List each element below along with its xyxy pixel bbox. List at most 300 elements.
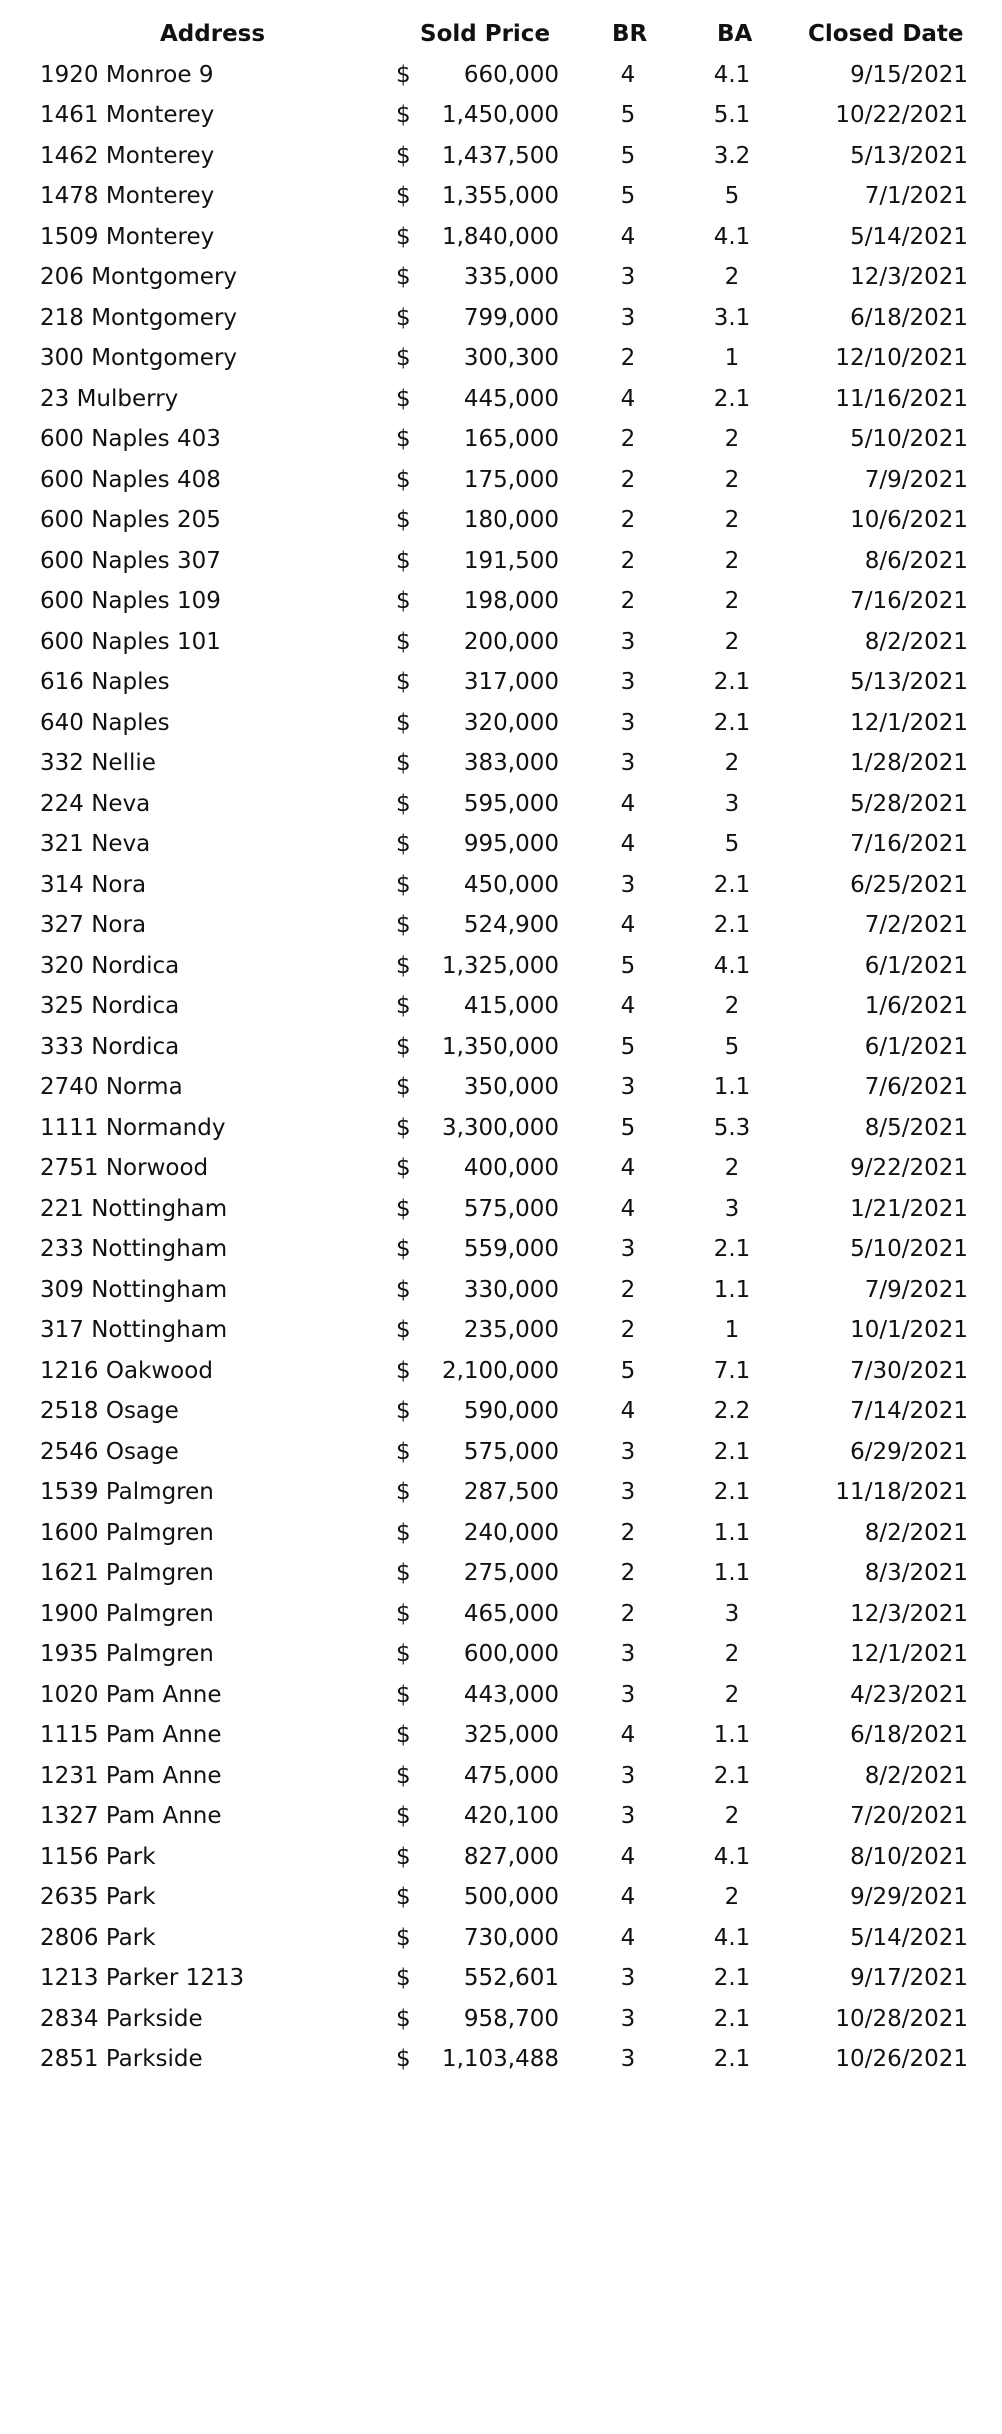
address-cell: 1509 Monterey <box>40 223 215 250</box>
ba-cell: 2 <box>724 750 740 776</box>
table-row <box>0 217 1002 258</box>
currency-symbol: $ <box>396 223 411 250</box>
ba-cell: 2.1 <box>713 1236 751 1262</box>
address-cell: 2834 Parkside <box>40 2005 203 2032</box>
currency-symbol: $ <box>396 1965 411 1991</box>
table-row <box>0 743 1002 784</box>
closed-date-cell: 12/1/2021 <box>850 1641 968 1667</box>
br-cell: 4 <box>620 1155 636 1181</box>
sold-price-cell: 1,840,000 <box>441 223 559 250</box>
closed-date-cell: 5/13/2021 <box>850 669 968 695</box>
closed-date-cell: 5/13/2021 <box>850 142 968 169</box>
sold-price-cell: 335,000 <box>463 264 559 290</box>
address-cell: 218 Montgomery <box>40 304 238 331</box>
ba-cell: 2 <box>724 1884 740 1910</box>
header-address: Address <box>160 21 266 47</box>
address-cell: 1900 Palmgren <box>40 1600 214 1627</box>
sold-price-cell: 275,000 <box>463 1560 559 1586</box>
table-row <box>0 257 1002 298</box>
closed-date-cell: 7/16/2021 <box>850 831 968 857</box>
closed-date-cell: 7/9/2021 <box>864 466 968 493</box>
table-row <box>0 1432 1002 1473</box>
sold-price-cell: 559,000 <box>463 1236 559 1262</box>
ba-cell: 3 <box>724 1195 740 1222</box>
sold-price-cell: 524,900 <box>463 912 559 938</box>
currency-symbol: $ <box>396 1398 411 1424</box>
ba-cell: 7.1 <box>713 1357 751 1384</box>
header-sold-price: Sold Price <box>420 21 551 47</box>
sold-price-cell: 1,450,000 <box>441 102 559 128</box>
ba-cell: 3.1 <box>713 304 751 331</box>
table-row <box>0 622 1002 663</box>
sold-price-cell: 500,000 <box>463 1884 559 1910</box>
table-row <box>0 1472 1002 1513</box>
currency-symbol: $ <box>396 993 411 1019</box>
closed-date-cell: 6/29/2021 <box>850 1438 968 1465</box>
address-cell: 600 Naples 307 <box>40 547 221 574</box>
closed-date-cell: 7/9/2021 <box>864 1276 968 1303</box>
sold-price-cell: 383,000 <box>463 750 559 776</box>
closed-date-cell: 7/30/2021 <box>850 1357 968 1384</box>
br-cell: 3 <box>620 871 636 898</box>
br-cell: 4 <box>620 912 636 938</box>
br-cell: 3 <box>620 2046 636 2072</box>
currency-symbol: $ <box>396 1479 411 1505</box>
table-row <box>0 784 1002 825</box>
closed-date-cell: 1/28/2021 <box>850 750 968 776</box>
currency-symbol: $ <box>396 61 411 88</box>
sold-price-cell: 2,100,000 <box>441 1357 559 1384</box>
address-cell: 1461 Monterey <box>40 102 215 128</box>
closed-date-cell: 7/16/2021 <box>850 588 968 614</box>
address-cell: 1231 Pam Anne <box>40 1762 222 1789</box>
ba-cell: 4.1 <box>713 1843 751 1870</box>
closed-date-cell: 10/1/2021 <box>850 1317 968 1343</box>
ba-cell: 1.1 <box>713 1074 751 1100</box>
sold-price-cell: 165,000 <box>463 426 559 452</box>
ba-cell: 2 <box>724 466 740 493</box>
ba-cell: 2 <box>724 264 740 290</box>
br-cell: 3 <box>620 1803 636 1829</box>
currency-symbol: $ <box>396 547 411 574</box>
closed-date-cell: 6/25/2021 <box>850 871 968 898</box>
ba-cell: 2.1 <box>713 1965 751 1991</box>
address-cell: 23 Mulberry <box>40 385 179 412</box>
sold-price-cell: 995,000 <box>463 831 559 857</box>
sold-price-cell: 590,000 <box>463 1398 559 1424</box>
closed-date-cell: 6/1/2021 <box>864 1033 968 1060</box>
currency-symbol: $ <box>396 345 411 371</box>
br-cell: 5 <box>620 102 636 128</box>
closed-date-cell: 5/28/2021 <box>850 790 968 817</box>
table-row <box>0 1999 1002 2040</box>
sold-price-cell: 958,700 <box>463 2005 559 2032</box>
closed-date-cell: 10/26/2021 <box>835 2046 968 2072</box>
header-br: BR <box>612 21 648 47</box>
currency-symbol: $ <box>396 385 411 412</box>
closed-date-cell: 5/10/2021 <box>850 1236 968 1262</box>
br-cell: 3 <box>620 2005 636 2032</box>
ba-cell: 2 <box>724 1803 740 1829</box>
table-row <box>0 95 1002 136</box>
table-row <box>0 1391 1002 1432</box>
sold-price-cell: 420,100 <box>463 1803 559 1829</box>
ba-cell: 2.2 <box>713 1398 751 1424</box>
br-cell: 2 <box>620 588 636 614</box>
sold-price-cell: 330,000 <box>463 1276 559 1303</box>
br-cell: 3 <box>620 709 636 736</box>
br-cell: 2 <box>620 426 636 452</box>
table-row <box>0 176 1002 217</box>
currency-symbol: $ <box>396 264 411 290</box>
br-cell: 4 <box>620 993 636 1019</box>
sold-price-cell: 475,000 <box>463 1762 559 1789</box>
address-cell: 1156 Park <box>40 1843 156 1870</box>
br-cell: 2 <box>620 1560 636 1586</box>
address-cell: 1621 Palmgren <box>40 1560 214 1586</box>
address-cell: 1213 Parker 1213 <box>40 1965 245 1991</box>
currency-symbol: $ <box>396 709 411 736</box>
address-cell: 314 Nora <box>40 871 147 898</box>
address-cell: 1115 Pam Anne <box>40 1722 222 1748</box>
currency-symbol: $ <box>396 426 411 452</box>
table-row <box>0 1513 1002 1554</box>
sold-price-cell: 287,500 <box>463 1479 559 1505</box>
closed-date-cell: 6/18/2021 <box>850 304 968 331</box>
currency-symbol: $ <box>396 1519 411 1546</box>
closed-date-cell: 7/20/2021 <box>850 1803 968 1829</box>
table-body <box>0 55 1002 2080</box>
ba-cell: 1.1 <box>713 1560 751 1586</box>
address-cell: 300 Montgomery <box>40 345 238 371</box>
br-cell: 5 <box>620 142 636 169</box>
br-cell: 4 <box>620 1924 636 1951</box>
address-cell: 333 Nordica <box>40 1033 180 1060</box>
currency-symbol: $ <box>396 2046 411 2072</box>
currency-symbol: $ <box>396 2005 411 2032</box>
table-row <box>0 865 1002 906</box>
br-cell: 3 <box>620 1641 636 1667</box>
address-cell: 2740 Norma <box>40 1074 183 1100</box>
closed-date-cell: 7/1/2021 <box>864 183 968 209</box>
ba-cell: 2.1 <box>713 2046 751 2072</box>
currency-symbol: $ <box>396 1560 411 1586</box>
table-row <box>0 1189 1002 1230</box>
ba-cell: 2.1 <box>713 669 751 695</box>
table-row <box>0 1108 1002 1149</box>
table-row <box>0 905 1002 946</box>
ba-cell: 1.1 <box>713 1276 751 1303</box>
address-cell: 2518 Osage <box>40 1398 179 1424</box>
br-cell: 5 <box>620 1033 636 1060</box>
closed-date-cell: 5/14/2021 <box>850 1924 968 1951</box>
ba-cell: 3.2 <box>713 142 751 169</box>
address-cell: 600 Naples 101 <box>40 628 221 655</box>
table-row <box>0 1553 1002 1594</box>
address-cell: 2546 Osage <box>40 1438 179 1465</box>
currency-symbol: $ <box>396 466 411 493</box>
address-cell: 321 Neva <box>40 831 151 857</box>
table-row <box>0 500 1002 541</box>
br-cell: 2 <box>620 345 636 371</box>
closed-date-cell: 7/6/2021 <box>864 1074 968 1100</box>
table-row <box>0 2039 1002 2080</box>
closed-date-cell: 7/2/2021 <box>864 912 968 938</box>
table-row <box>0 298 1002 339</box>
br-cell: 2 <box>620 1317 636 1343</box>
currency-symbol: $ <box>396 1438 411 1465</box>
table-row <box>0 1067 1002 1108</box>
table-row <box>0 419 1002 460</box>
sold-price-cell: 445,000 <box>463 385 559 412</box>
closed-date-cell: 10/22/2021 <box>835 102 968 128</box>
address-cell: 327 Nora <box>40 912 147 938</box>
br-cell: 3 <box>620 1681 636 1708</box>
currency-symbol: $ <box>396 1884 411 1910</box>
ba-cell: 2 <box>724 426 740 452</box>
ba-cell: 2.1 <box>713 1479 751 1505</box>
closed-date-cell: 8/2/2021 <box>864 628 968 655</box>
table-row <box>0 541 1002 582</box>
address-cell: 600 Naples 205 <box>40 507 221 533</box>
address-cell: 309 Nottingham <box>40 1276 228 1303</box>
address-cell: 332 Nellie <box>40 750 156 776</box>
sold-price-cell: 400,000 <box>463 1155 559 1181</box>
br-cell: 2 <box>620 507 636 533</box>
sold-price-cell: 3,300,000 <box>441 1114 559 1141</box>
ba-cell: 3 <box>724 790 740 817</box>
closed-date-cell: 10/6/2021 <box>850 507 968 533</box>
currency-symbol: $ <box>396 871 411 898</box>
address-cell: 1111 Normandy <box>40 1114 226 1141</box>
sold-price-cell: 575,000 <box>463 1195 559 1222</box>
ba-cell: 4.1 <box>713 952 751 979</box>
currency-symbol: $ <box>396 1317 411 1343</box>
br-cell: 3 <box>620 1965 636 1991</box>
sold-price-cell: 180,000 <box>463 507 559 533</box>
closed-date-cell: 9/22/2021 <box>850 1155 968 1181</box>
closed-date-cell: 10/28/2021 <box>835 2005 968 2032</box>
table-row <box>0 986 1002 1027</box>
ba-cell: 4.1 <box>713 223 751 250</box>
sold-price-cell: 300,300 <box>463 345 559 371</box>
sold-price-cell: 465,000 <box>463 1600 559 1627</box>
table-row <box>0 1229 1002 1270</box>
ba-cell: 2 <box>724 993 740 1019</box>
ba-cell: 2.1 <box>713 2005 751 2032</box>
currency-symbol: $ <box>396 1236 411 1262</box>
address-cell: 616 Naples <box>40 669 170 695</box>
sold-price-cell: 595,000 <box>463 790 559 817</box>
closed-date-cell: 9/29/2021 <box>850 1884 968 1910</box>
address-cell: 1216 Oakwood <box>40 1357 213 1384</box>
br-cell: 2 <box>620 1519 636 1546</box>
currency-symbol: $ <box>396 1114 411 1141</box>
header-closed-date: Closed Date <box>808 21 964 47</box>
address-cell: 600 Naples 408 <box>40 466 221 493</box>
sold-price-cell: 415,000 <box>463 993 559 1019</box>
table-row <box>0 338 1002 379</box>
table-row <box>0 136 1002 177</box>
table-row <box>0 1756 1002 1797</box>
address-cell: 1478 Monterey <box>40 183 215 209</box>
sold-price-cell: 325,000 <box>463 1722 559 1748</box>
ba-cell: 2 <box>724 1641 740 1667</box>
table-row <box>0 1796 1002 1837</box>
ba-cell: 2.1 <box>713 385 751 412</box>
currency-symbol: $ <box>396 102 411 128</box>
sold-price-cell: 320,000 <box>463 709 559 736</box>
table-row <box>0 1148 1002 1189</box>
closed-date-cell: 7/14/2021 <box>850 1398 968 1424</box>
ba-cell: 2.1 <box>713 1762 751 1789</box>
sold-price-cell: 200,000 <box>463 628 559 655</box>
br-cell: 3 <box>620 264 636 290</box>
br-cell: 4 <box>620 790 636 817</box>
currency-symbol: $ <box>396 1762 411 1789</box>
currency-symbol: $ <box>396 912 411 938</box>
currency-symbol: $ <box>396 831 411 857</box>
closed-date-cell: 11/16/2021 <box>835 385 968 412</box>
table-row <box>0 1594 1002 1635</box>
sold-price-cell: 443,000 <box>463 1681 559 1708</box>
ba-cell: 2 <box>724 628 740 655</box>
address-cell: 233 Nottingham <box>40 1236 228 1262</box>
currency-symbol: $ <box>396 1074 411 1100</box>
br-cell: 5 <box>620 183 636 209</box>
currency-symbol: $ <box>396 1195 411 1222</box>
closed-date-cell: 12/10/2021 <box>835 345 968 371</box>
br-cell: 3 <box>620 628 636 655</box>
table-row <box>0 1715 1002 1756</box>
table-row <box>0 1958 1002 1999</box>
br-cell: 3 <box>620 1762 636 1789</box>
closed-date-cell: 5/14/2021 <box>850 223 968 250</box>
address-cell: 640 Naples <box>40 709 170 736</box>
address-cell: 1462 Monterey <box>40 142 215 169</box>
sold-price-cell: 600,000 <box>463 1641 559 1667</box>
br-cell: 5 <box>620 1114 636 1141</box>
currency-symbol: $ <box>396 183 411 209</box>
br-cell: 3 <box>620 669 636 695</box>
currency-symbol: $ <box>396 750 411 776</box>
currency-symbol: $ <box>396 1033 411 1060</box>
sold-price-cell: 1,437,500 <box>441 142 559 169</box>
address-cell: 320 Nordica <box>40 952 180 979</box>
br-cell: 3 <box>620 1479 636 1505</box>
sold-price-cell: 191,500 <box>463 547 559 574</box>
currency-symbol: $ <box>396 1722 411 1748</box>
ba-cell: 5.1 <box>713 102 751 128</box>
table-row <box>0 703 1002 744</box>
sold-price-cell: 240,000 <box>463 1519 559 1546</box>
br-cell: 2 <box>620 1600 636 1627</box>
ba-cell: 5 <box>724 183 740 209</box>
closed-date-cell: 9/17/2021 <box>850 1965 968 1991</box>
table-row <box>0 946 1002 987</box>
ba-cell: 1 <box>724 345 740 371</box>
br-cell: 3 <box>620 1438 636 1465</box>
sold-price-cell: 175,000 <box>463 466 559 493</box>
sold-price-cell: 1,355,000 <box>441 183 559 209</box>
currency-symbol: $ <box>396 507 411 533</box>
address-cell: 600 Naples 109 <box>40 588 221 614</box>
address-cell: 600 Naples 403 <box>40 426 221 452</box>
address-cell: 1600 Palmgren <box>40 1519 214 1546</box>
currency-symbol: $ <box>396 1641 411 1667</box>
br-cell: 2 <box>620 547 636 574</box>
sold-price-cell: 660,000 <box>463 61 559 88</box>
address-cell: 224 Neva <box>40 790 151 817</box>
closed-date-cell: 8/3/2021 <box>864 1560 968 1586</box>
ba-cell: 1.1 <box>713 1722 751 1748</box>
ba-cell: 2.1 <box>713 1438 751 1465</box>
sold-price-cell: 1,350,000 <box>441 1033 559 1060</box>
currency-symbol: $ <box>396 1357 411 1384</box>
closed-date-cell: 12/1/2021 <box>850 709 968 736</box>
sold-price-cell: 799,000 <box>463 304 559 331</box>
sold-price-cell: 450,000 <box>463 871 559 898</box>
ba-cell: 2.1 <box>713 871 751 898</box>
header-ba: BA <box>717 21 753 47</box>
table-row <box>0 1270 1002 1311</box>
currency-symbol: $ <box>396 142 411 169</box>
table-row <box>0 662 1002 703</box>
sold-price-cell: 1,325,000 <box>441 952 559 979</box>
br-cell: 3 <box>620 304 636 331</box>
ba-cell: 2 <box>724 507 740 533</box>
closed-date-cell: 4/23/2021 <box>850 1681 968 1708</box>
table-row <box>0 460 1002 501</box>
currency-symbol: $ <box>396 1924 411 1951</box>
table-row <box>0 581 1002 622</box>
ba-cell: 2.1 <box>713 709 751 736</box>
br-cell: 3 <box>620 750 636 776</box>
table-row <box>0 1675 1002 1716</box>
ba-cell: 2 <box>724 588 740 614</box>
sold-price-cell: 235,000 <box>463 1317 559 1343</box>
ba-cell: 2.1 <box>713 912 751 938</box>
closed-date-cell: 8/10/2021 <box>850 1843 968 1870</box>
address-cell: 325 Nordica <box>40 993 180 1019</box>
ba-cell: 2 <box>724 547 740 574</box>
currency-symbol: $ <box>396 952 411 979</box>
table-row <box>0 1837 1002 1878</box>
br-cell: 4 <box>620 1195 636 1222</box>
currency-symbol: $ <box>396 1843 411 1870</box>
ba-cell: 4.1 <box>713 1924 751 1951</box>
br-cell: 4 <box>620 61 636 88</box>
br-cell: 3 <box>620 1236 636 1262</box>
table-row <box>0 1918 1002 1959</box>
br-cell: 5 <box>620 952 636 979</box>
closed-date-cell: 8/6/2021 <box>864 547 968 574</box>
currency-symbol: $ <box>396 1600 411 1627</box>
sold-price-cell: 575,000 <box>463 1438 559 1465</box>
address-cell: 221 Nottingham <box>40 1195 228 1222</box>
sold-price-cell: 317,000 <box>463 669 559 695</box>
closed-date-cell: 9/15/2021 <box>850 61 968 88</box>
br-cell: 2 <box>620 466 636 493</box>
address-cell: 1935 Palmgren <box>40 1641 214 1667</box>
br-cell: 3 <box>620 1074 636 1100</box>
br-cell: 4 <box>620 1884 636 1910</box>
address-cell: 1920 Monroe 9 <box>40 61 214 88</box>
br-cell: 4 <box>620 223 636 250</box>
table-row <box>0 824 1002 865</box>
table-row <box>0 1877 1002 1918</box>
br-cell: 2 <box>620 1276 636 1303</box>
